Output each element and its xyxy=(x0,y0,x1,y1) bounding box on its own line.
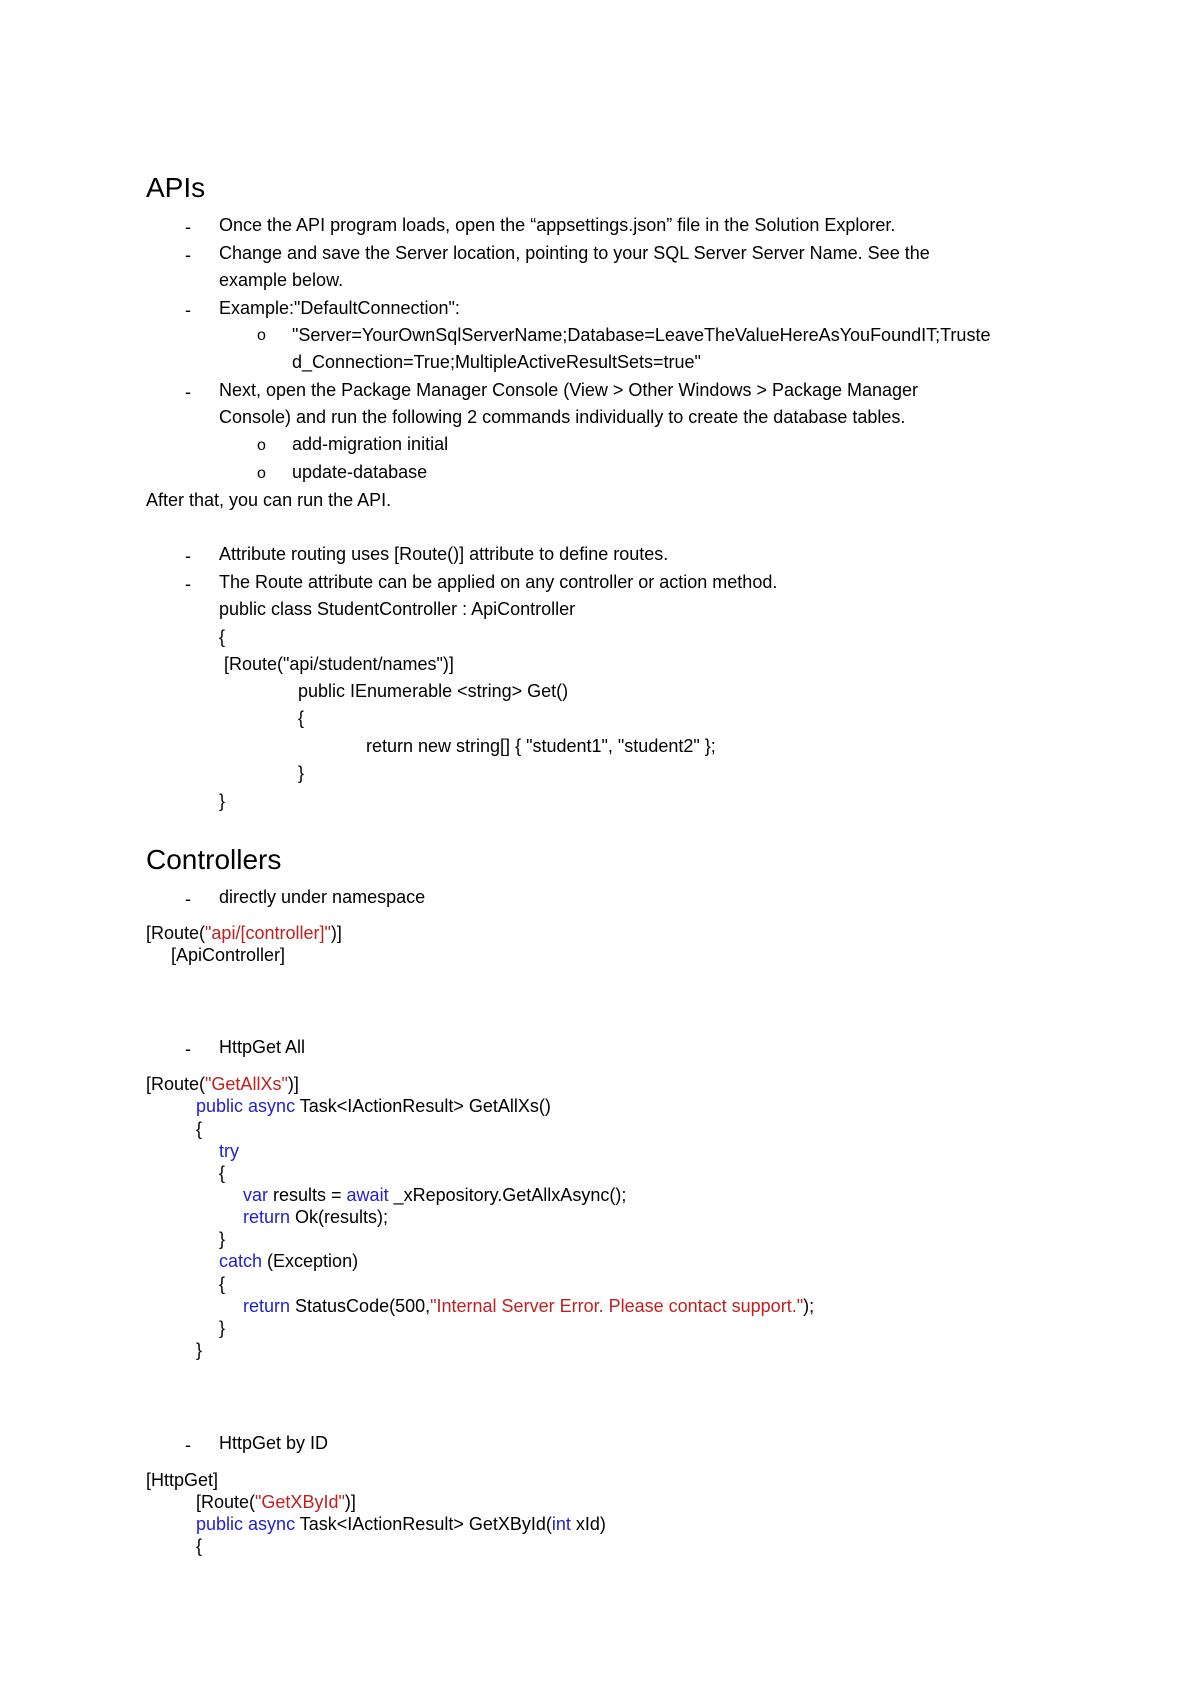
code-token: ); xyxy=(803,1296,815,1316)
bullet-marker: - xyxy=(185,546,191,566)
code-line: public class StudentController : ApiController xyxy=(219,599,576,619)
command-update-database: update-database xyxy=(292,462,428,482)
code-keyword: return xyxy=(243,1207,291,1227)
code-line xyxy=(196,1493,356,1511)
apis-bullet-6: The Route attribute can be applied on any controller or action method. xyxy=(219,572,778,592)
code-token: (Exception) xyxy=(262,1251,359,1271)
code-line: { xyxy=(196,1119,203,1139)
code-string: "api/[controller]" xyxy=(205,923,331,943)
code-line: [HttpGet] xyxy=(146,1470,219,1490)
connection-string-line-1: "Server=YourOwnSqlServerName;Database=LeaveTheValueHereAsYouFoundIT;Truste xyxy=(292,325,991,345)
apis-bullet-5: Attribute routing uses [Route()] attribute to define routes. xyxy=(219,544,669,564)
apis-bullet-2-line-2: example below. xyxy=(219,270,344,290)
code-keyword: async xyxy=(248,1096,296,1116)
apis-bullet-1: Once the API program loads, open the “appsettings.json” file in the Solution Explorer. xyxy=(219,215,896,235)
code-line: } xyxy=(196,1340,203,1360)
code-keyword: public xyxy=(196,1514,244,1534)
apis-bullet-2-line-1: Change and save the Server location, pointing to your SQL Server Server Name. See the xyxy=(219,243,930,263)
sub-bullet-marker: o xyxy=(257,327,266,344)
code-token: )] xyxy=(287,1074,299,1094)
code-token: StatusCode(500, xyxy=(290,1296,431,1316)
code-line: return new string[] { "student1", "student2" }; xyxy=(366,736,716,756)
bullet-marker: - xyxy=(185,574,191,594)
bullet-marker: - xyxy=(185,382,191,402)
code-line: } xyxy=(298,763,305,783)
code-token: Ok(results); xyxy=(290,1207,389,1227)
code-token: [Route( xyxy=(196,1492,256,1512)
code-line xyxy=(146,1075,299,1093)
connection-string-line-2: d_Connection=True;MultipleActiveResultSets=true" xyxy=(292,352,701,372)
code-line xyxy=(243,1297,814,1315)
code-line xyxy=(243,1208,388,1226)
code-token: [Route( xyxy=(146,923,206,943)
code-token: results = xyxy=(268,1185,347,1205)
code-keyword: var xyxy=(243,1185,269,1205)
code-string: "Internal Server Error. Please contact support." xyxy=(430,1296,804,1316)
apis-bullet-3: Example:"DefaultConnection": xyxy=(219,298,460,318)
code-keyword: async xyxy=(248,1514,296,1534)
code-line: { xyxy=(196,1536,203,1556)
code-line: { xyxy=(219,1163,226,1183)
code-keyword: try xyxy=(219,1141,239,1161)
code-token: Task<IActionResult> GetXById( xyxy=(295,1514,552,1534)
code-line xyxy=(219,1142,239,1160)
apis-bullet-4-line-1: Next, open the Package Manager Console (View > Other Windows > Package Manager xyxy=(219,380,919,400)
controllers-bullet-1: directly under namespace xyxy=(219,887,426,907)
code-line: [ApiController] xyxy=(171,945,286,965)
after-paragraph: After that, you can run the API. xyxy=(146,490,392,510)
command-add-migration: add-migration initial xyxy=(292,434,449,454)
httpget-all-label: HttpGet All xyxy=(219,1037,306,1057)
code-keyword: await xyxy=(346,1185,389,1205)
code-line xyxy=(219,1252,358,1270)
sub-bullet-marker: o xyxy=(257,437,266,454)
code-line: { xyxy=(298,708,305,728)
code-token: )] xyxy=(330,923,342,943)
apis-heading: APIs xyxy=(146,172,206,203)
code-keyword: public xyxy=(196,1096,244,1116)
code-string: "GetXById" xyxy=(255,1492,345,1512)
bullet-marker: - xyxy=(185,1435,191,1455)
code-keyword: catch xyxy=(219,1251,263,1271)
code-string: "GetAllXs" xyxy=(205,1074,288,1094)
sub-bullet-marker: o xyxy=(257,465,266,482)
code-token: _xRepository.GetAllxAsync(); xyxy=(388,1185,627,1205)
code-line: public IEnumerable <string> Get() xyxy=(298,681,569,701)
bullet-marker: - xyxy=(185,889,191,909)
code-token: xId) xyxy=(570,1514,606,1534)
code-line xyxy=(196,1515,606,1533)
code-keyword: int xyxy=(551,1514,571,1534)
code-token: )] xyxy=(344,1492,356,1512)
code-line xyxy=(146,924,342,942)
code-line: { xyxy=(219,1274,226,1294)
apis-bullet-4-line-2: Console) and run the following 2 commands individually to create the database tables. xyxy=(219,407,906,427)
bullet-marker: - xyxy=(185,245,191,265)
code-line xyxy=(196,1097,551,1115)
httpget-by-id-label: HttpGet by ID xyxy=(219,1433,329,1453)
bullet-marker: - xyxy=(185,1039,191,1059)
bullet-marker: - xyxy=(185,217,191,237)
code-line: } xyxy=(219,1229,226,1249)
code-line xyxy=(243,1186,626,1204)
code-token: [Route( xyxy=(146,1074,206,1094)
code-line: } xyxy=(219,791,226,811)
code-line: } xyxy=(219,1318,226,1338)
code-line: [Route("api/student/names")] xyxy=(219,654,454,674)
code-line: { xyxy=(219,627,226,647)
code-token: Task<IActionResult> GetAllXs() xyxy=(295,1096,551,1116)
bullet-marker: - xyxy=(185,300,191,320)
controllers-heading: Controllers xyxy=(146,844,282,875)
code-keyword: return xyxy=(243,1296,291,1316)
